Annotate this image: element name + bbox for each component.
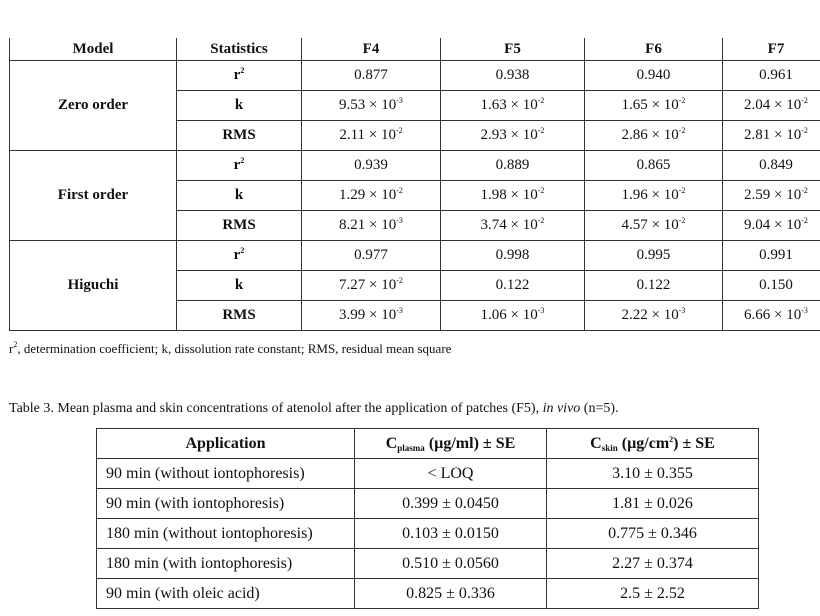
header-plasma	[355, 429, 547, 459]
cell-mantissa: 0.977	[354, 247, 388, 263]
application-cell: 90 min (without iontophoresis)	[97, 459, 355, 489]
table-cell	[723, 241, 820, 271]
cell-exponent: -2	[395, 126, 403, 135]
statistic-text: RMS	[222, 307, 256, 323]
table-row	[97, 579, 759, 609]
table-cell	[302, 271, 441, 301]
cell-mantissa: 2.86 × 10	[621, 127, 679, 143]
header-application: Application	[97, 429, 355, 459]
skin-cell: 2.5 ± 2.52	[547, 579, 759, 609]
table-cell	[302, 121, 441, 151]
statistic-text: k	[234, 187, 244, 203]
skin-cell: 3.10 ± 0.355	[547, 459, 759, 489]
table-cell	[585, 241, 723, 271]
header-model: Model	[10, 38, 177, 61]
cell-exponent: -2	[537, 96, 545, 105]
caption-italic: in vivo	[542, 401, 581, 416]
cell-mantissa: 0.122	[636, 277, 671, 293]
table-cell	[723, 301, 820, 331]
application-cell: 180 min (without iontophoresis)	[97, 519, 355, 549]
cell-mantissa: 0.849	[759, 157, 793, 173]
table-cell	[441, 181, 585, 211]
footnote-r-sup: 2	[13, 340, 18, 349]
statistic-label	[177, 181, 302, 211]
table-cell	[723, 61, 820, 91]
kinetics-footnote	[9, 341, 451, 357]
cell-mantissa: 1.96 × 10	[621, 187, 679, 203]
statistic-text: r	[233, 247, 241, 263]
cell-exponent: -2	[801, 96, 808, 105]
model-name: Zero order	[10, 61, 177, 151]
statistic-label	[177, 91, 302, 121]
footnote-text: , determination coefficient; k, dissolution rate constant; RMS, residual mean square	[17, 341, 452, 356]
footnote-r: r	[9, 341, 14, 356]
application-cell: 90 min (with iontophoresis)	[97, 489, 355, 519]
cell-exponent: -2	[678, 216, 686, 225]
cell-mantissa: 2.22 × 10	[621, 307, 679, 323]
statistic-text: r	[233, 67, 241, 83]
table-cell	[441, 91, 585, 121]
table-cell	[585, 121, 723, 151]
cell-mantissa: 0.940	[636, 67, 671, 83]
cell-exponent: -2	[678, 96, 686, 105]
cell-mantissa: 0.961	[759, 67, 793, 83]
cell-exponent: -2	[537, 216, 545, 225]
plasma-sub: plasma	[397, 442, 425, 453]
skin-c: C	[590, 434, 602, 452]
cell-mantissa: 4.57 × 10	[621, 217, 679, 233]
cell-exponent: -2	[396, 186, 403, 195]
kinetics-table	[9, 38, 820, 331]
skin-cell: 0.775 ± 0.346	[547, 519, 759, 549]
table-cell	[723, 121, 820, 151]
cell-mantissa: 0.889	[495, 157, 530, 173]
table-cell	[441, 301, 585, 331]
cell-exponent: -3	[678, 306, 686, 315]
table-cell	[585, 151, 723, 181]
table-cell	[302, 181, 441, 211]
cell-mantissa: 1.29 × 10	[339, 187, 397, 203]
caption-suffix: (n=5).	[580, 401, 619, 416]
plasma-cell: 0.825 ± 0.336	[355, 579, 547, 609]
table-cell	[723, 271, 820, 301]
table-cell	[441, 121, 585, 151]
table-cell	[302, 91, 441, 121]
cell-exponent: -3	[396, 306, 403, 315]
table-cell	[585, 211, 723, 241]
cell-mantissa: 0.995	[636, 247, 671, 263]
table-row	[97, 489, 759, 519]
table-cell	[441, 271, 585, 301]
table3-caption	[9, 401, 619, 417]
cell-exponent: -3	[396, 96, 403, 105]
cell-mantissa: 9.53 × 10	[339, 97, 397, 113]
cell-exponent: -3	[801, 306, 808, 315]
statistic-sup: 2	[240, 156, 245, 165]
table-cell	[302, 211, 441, 241]
cell-mantissa: 0.939	[354, 157, 388, 173]
cell-mantissa: 7.27 × 10	[339, 277, 397, 293]
concentration-table	[96, 428, 759, 609]
concentration-header-row	[97, 429, 759, 459]
table-cell	[585, 61, 723, 91]
cell-mantissa: 0.991	[759, 247, 793, 263]
table-cell	[585, 91, 723, 121]
cell-exponent: -2	[801, 186, 808, 195]
table-cell	[441, 211, 585, 241]
model-name: First order	[10, 151, 177, 241]
table-row	[97, 519, 759, 549]
cell-mantissa: 1.98 × 10	[480, 187, 538, 203]
statistic-label	[177, 301, 302, 331]
table-row	[10, 61, 820, 91]
skin-unit-b: ) ± SE	[673, 434, 715, 452]
table-cell	[302, 61, 441, 91]
concentration-body	[97, 459, 759, 609]
table-cell	[723, 91, 820, 121]
header-f5: F5	[441, 38, 585, 61]
statistic-label	[177, 241, 302, 271]
table-row	[10, 151, 820, 181]
cell-mantissa: 0.865	[636, 157, 671, 173]
cell-mantissa: 0.122	[495, 277, 530, 293]
table-row	[97, 549, 759, 579]
cell-mantissa: 2.81 × 10	[744, 127, 802, 143]
cell-mantissa: 2.04 × 10	[744, 97, 802, 113]
table-cell	[441, 61, 585, 91]
cell-exponent: -2	[537, 126, 545, 135]
skin-sup: 2	[669, 434, 674, 444]
cell-mantissa: 0.938	[495, 67, 530, 83]
statistic-text: RMS	[222, 217, 256, 233]
statistic-sup: 2	[240, 246, 245, 255]
cell-mantissa: 6.66 × 10	[744, 307, 802, 323]
table-cell	[723, 151, 820, 181]
header-statistics: Statistics	[177, 38, 302, 61]
statistic-label	[177, 151, 302, 181]
cell-mantissa: 1.06 × 10	[480, 307, 538, 323]
plasma-cell: < LOQ	[355, 459, 547, 489]
plasma-cell: 0.510 ± 0.0560	[355, 549, 547, 579]
header-f4: F4	[302, 38, 441, 61]
header-skin	[547, 429, 759, 459]
cell-exponent: -3	[537, 306, 545, 315]
table-cell	[585, 181, 723, 211]
table-row	[10, 241, 820, 271]
table-cell	[441, 151, 585, 181]
cell-mantissa: 3.74 × 10	[480, 217, 538, 233]
table-cell	[441, 241, 585, 271]
header-f6: F6	[585, 38, 723, 61]
cell-mantissa: 1.65 × 10	[621, 97, 679, 113]
table-cell	[302, 241, 441, 271]
cell-exponent: -2	[678, 186, 686, 195]
plasma-unit: (µg/ml) ± SE	[424, 434, 516, 452]
cell-mantissa: 0.998	[495, 247, 530, 263]
cell-mantissa: 1.63 × 10	[480, 97, 538, 113]
table-cell	[723, 211, 820, 241]
cell-mantissa: 0.877	[354, 67, 388, 83]
cell-exponent: -2	[396, 276, 403, 285]
table-cell	[585, 271, 723, 301]
skin-unit-a: (µg/cm	[617, 434, 670, 452]
cell-mantissa: 3.99 × 10	[339, 307, 397, 323]
table-cell	[723, 181, 820, 211]
application-cell: 180 min (with iontophoresis)	[97, 549, 355, 579]
cell-mantissa: 2.59 × 10	[744, 187, 802, 203]
statistic-label	[177, 61, 302, 91]
statistic-label	[177, 271, 302, 301]
cell-exponent: -2	[801, 216, 808, 225]
statistic-label	[177, 121, 302, 151]
cell-mantissa: 8.21 × 10	[339, 217, 397, 233]
table-cell	[302, 151, 441, 181]
statistic-sup: 2	[240, 66, 245, 75]
model-name: Higuchi	[10, 241, 177, 331]
cell-mantissa: 2.93 × 10	[480, 127, 538, 143]
statistic-text: RMS	[222, 127, 256, 143]
plasma-cell: 0.399 ± 0.0450	[355, 489, 547, 519]
plasma-c: C	[385, 434, 398, 452]
kinetics-body	[10, 61, 820, 331]
cell-mantissa: 0.150	[759, 277, 793, 293]
table-cell	[302, 301, 441, 331]
cell-exponent: -3	[396, 216, 403, 225]
kinetics-header-row	[10, 38, 820, 61]
skin-cell: 2.27 ± 0.374	[547, 549, 759, 579]
statistic-label	[177, 211, 302, 241]
skin-cell: 1.81 ± 0.026	[547, 489, 759, 519]
table-cell	[585, 301, 723, 331]
statistic-text: r	[233, 157, 241, 173]
skin-sub: skin	[601, 442, 618, 453]
table-row	[97, 459, 759, 489]
cell-exponent: -2	[678, 126, 686, 135]
statistic-text: k	[234, 277, 244, 293]
cell-exponent: -2	[801, 126, 808, 135]
statistic-text: k	[234, 97, 244, 113]
application-cell: 90 min (with oleic acid)	[97, 579, 355, 609]
cell-mantissa: 2.11 × 10	[339, 127, 396, 143]
cell-exponent: -2	[537, 186, 545, 195]
caption-prefix: Table 3. Mean plasma and skin concentrations of atenolol after the application of patches (F5),	[9, 401, 543, 416]
header-f7: F7	[723, 38, 820, 61]
cell-mantissa: 9.04 × 10	[744, 217, 802, 233]
plasma-cell: 0.103 ± 0.0150	[355, 519, 547, 549]
